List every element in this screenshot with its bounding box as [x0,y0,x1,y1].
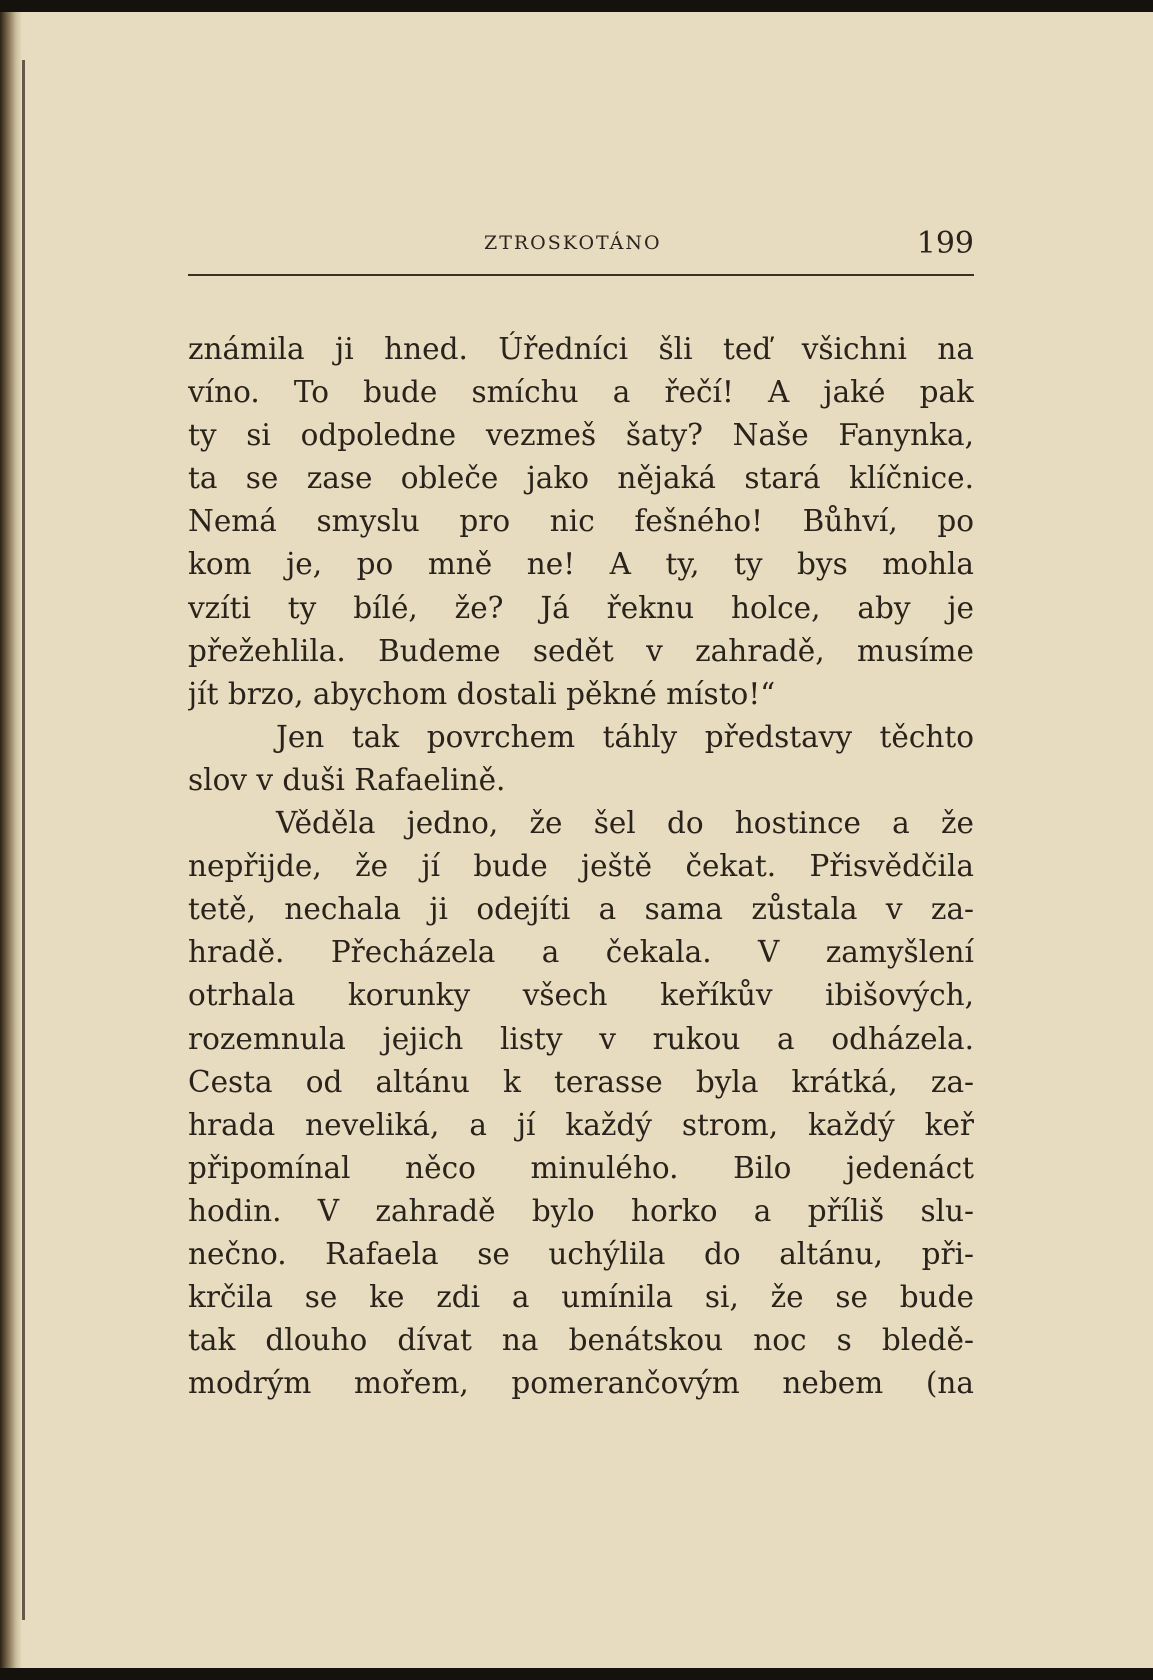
text-line: tak dlouho dívat na benátskou noc s bledě- [188,1323,974,1358]
text-line: ty si odpoledne vezmeš šaty? Naše Fanynka, [188,418,974,453]
text-line: Cesta od altánu k terasse byla krátká, za- [188,1064,974,1099]
text-line: krčila se ke zdi a umínila si, že se bude [188,1280,974,1315]
text-line: jít brzo, abychom dostali pěkné místo!“ [188,676,776,711]
body-text [188,328,974,1405]
text-line: přežehlila. Budeme sedět v zahradě, musíme [188,633,974,668]
binding-edge [0,12,22,1668]
text-line: ta se zase obleče jako nějaká stará klíčnice. [188,461,974,496]
binding-line [22,60,25,1620]
text-line: kom je, po mně ne! A ty, ty bys mohla [188,547,974,582]
text-line: slov v duši Rafaelině. [188,762,506,797]
text-line: hrada neveliká, a jí každý strom, každý keř [188,1107,974,1142]
text-line: Věděla jedno, že šel do hostince a že [276,806,974,841]
header-rule [188,274,974,276]
scan-border-top [0,0,1153,12]
running-title: ZTROSKOTÁNO [484,232,662,254]
text-line: připomínal něco minulého. Bilo jedenáct [188,1150,974,1185]
text-line: modrým mořem, pomerančovým nebem (na [188,1366,974,1401]
page-number: 199 [916,226,974,261]
text-line: Nemá smyslu pro nic fešného! Bůhví, po [188,504,974,539]
text-line: vzíti ty bílé, že? Já řeknu holce, aby je [188,590,974,625]
text-line: otrhala korunky všech keříkův ibišových, [188,978,974,1013]
text-line: nečno. Rafaela se uchýlila do altánu, při- [188,1236,974,1271]
text-line: nepřijde, že jí bude ještě čekat. Přisvědčila [188,849,974,884]
text-line: rozemnula jejich listy v rukou a odházela. [188,1021,974,1056]
text-line: tetě, nechala ji odejíti a sama zůstala v za- [188,892,974,927]
text-line: víno. To bude smíchu a řečí! A jaké pak [188,375,974,410]
text-line: známila ji hned. Úředníci šli teď všichni na [188,332,974,366]
scan-border-bottom [0,1668,1153,1680]
text-line: hodin. V zahradě bylo horko a příliš slu- [188,1193,974,1228]
page-header [188,226,974,270]
text-line: Jen tak povrchem táhly představy těchto [276,719,974,754]
text-line: hradě. Přecházela a čekala. V zamyšlení [188,935,974,970]
